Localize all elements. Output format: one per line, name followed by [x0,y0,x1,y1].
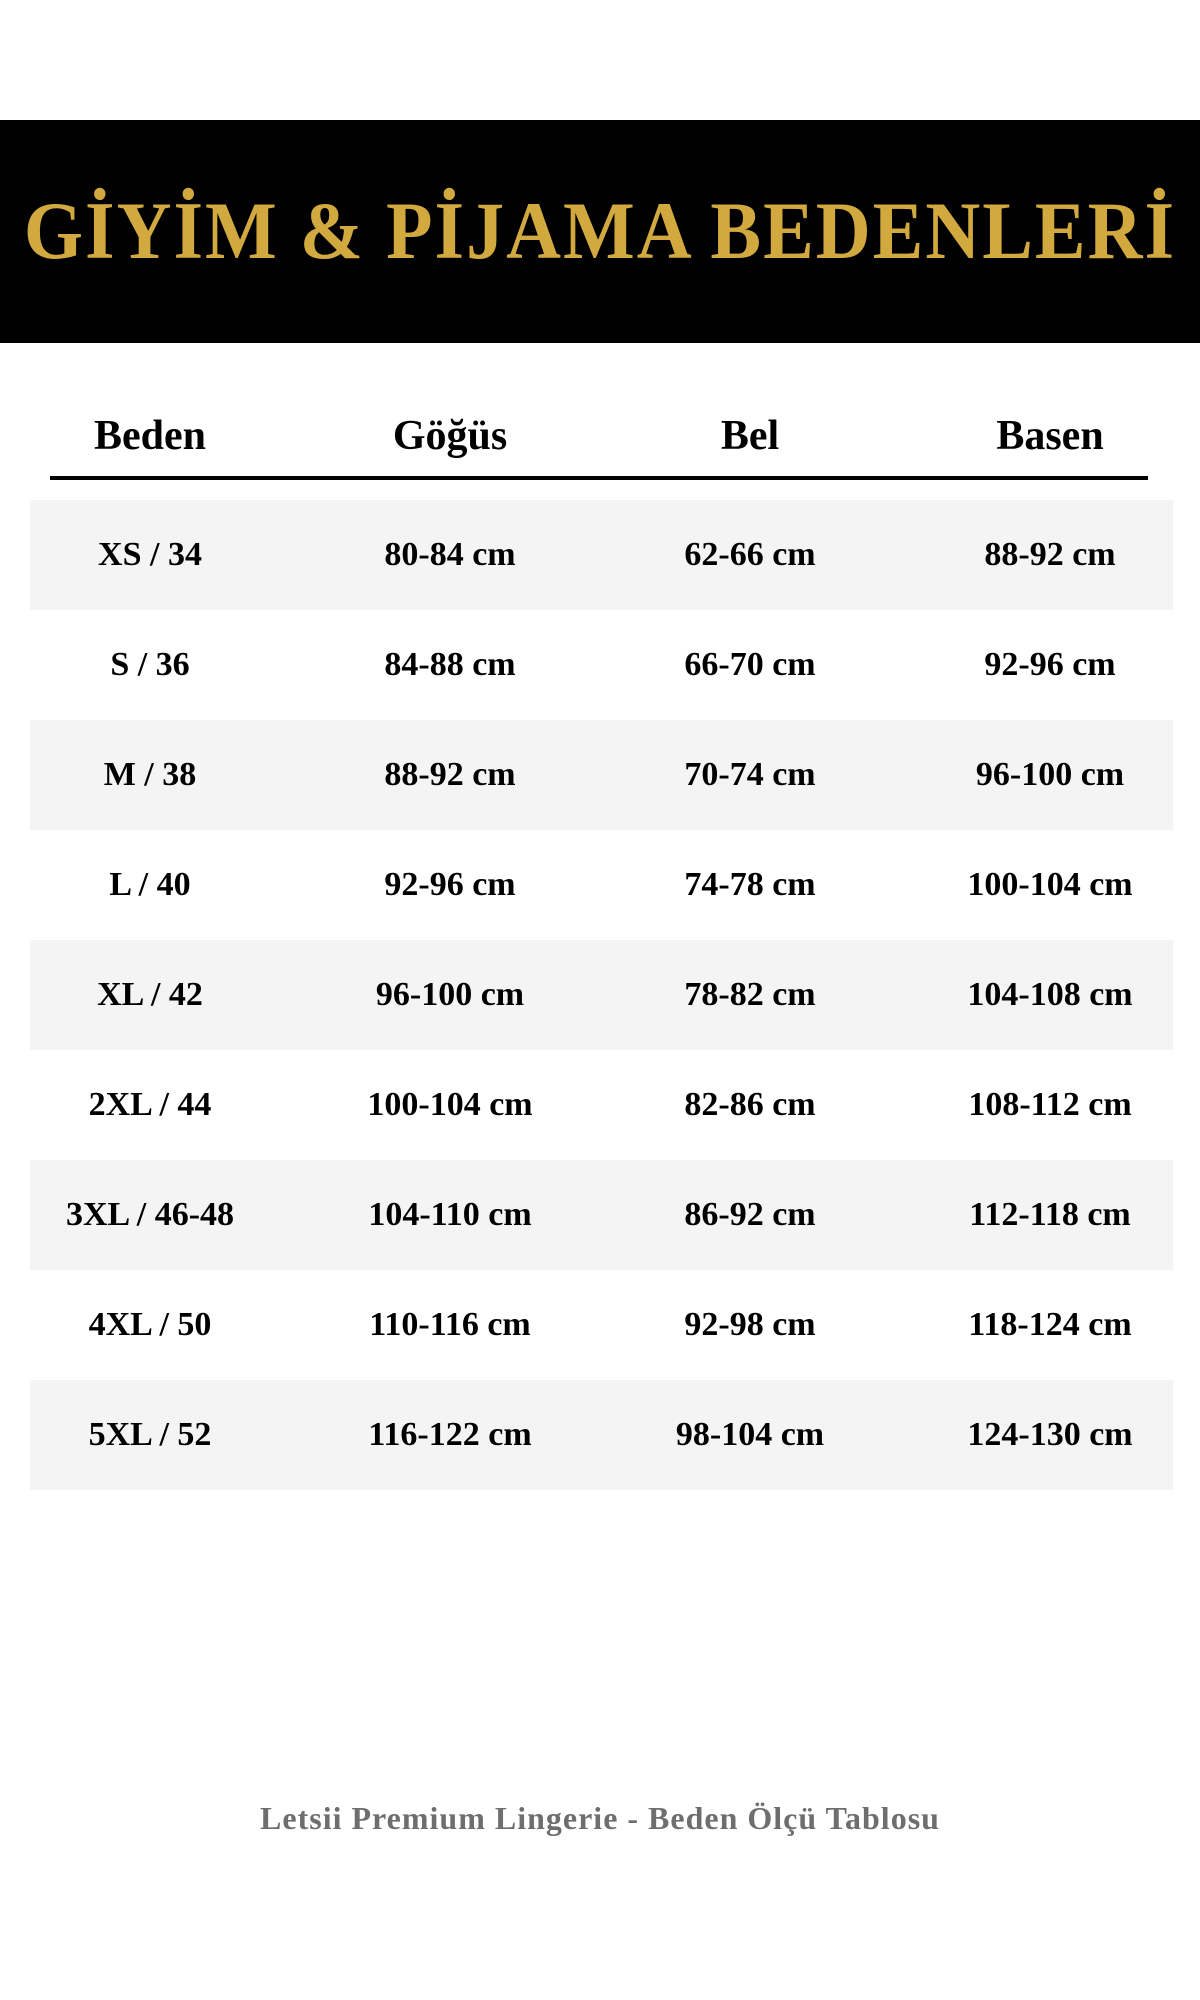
chest-cell: 116-122 cm [368,1416,532,1453]
hips-cell: 88-92 cm [984,536,1116,573]
chest-cell: 88-92 cm [384,756,516,793]
title-banner [0,120,1200,343]
size-cell: 2XL / 44 [88,1086,212,1123]
hips-cell: 112-118 cm [969,1196,1131,1233]
page-title: GİYİM & PİJAMA BEDENLERİ [23,185,1177,277]
hips-cell: 104-108 cm [967,976,1133,1013]
waist-cell: 92-98 cm [684,1306,816,1343]
waist-cell: 74-78 cm [684,866,816,903]
chest-cell: 92-96 cm [384,866,516,903]
footer-caption: Letsii Premium Lingerie - Beden Ölçü Tablosu [260,1800,940,1836]
size-cell: S / 36 [110,646,190,683]
size-cell: XS / 34 [98,536,202,573]
table-row [0,610,1200,720]
column-header-waist: Bel [720,413,780,459]
size-cell: XL / 42 [97,976,203,1013]
waist-cell: 66-70 cm [684,646,816,683]
table-row [0,720,1200,830]
table-row [0,1050,1200,1160]
waist-cell: 62-66 cm [684,536,816,573]
size-cell: M / 38 [103,756,197,793]
hips-cell: 92-96 cm [984,646,1116,683]
column-header-hips: Basen [996,413,1104,459]
chest-cell: 96-100 cm [375,976,525,1013]
size-table-body [0,500,1200,1490]
size-cell: L / 40 [109,866,191,903]
size-cell: 4XL / 50 [88,1306,212,1343]
table-row [0,1270,1200,1380]
header-divider-line [50,476,1148,480]
size-cell: 3XL / 46-48 [65,1196,235,1233]
table-row [0,940,1200,1050]
table-row [0,500,1200,610]
waist-cell: 70-74 cm [684,756,816,793]
hips-cell: 124-130 cm [967,1416,1133,1453]
hips-cell: 96-100 cm [975,756,1125,793]
size-cell: 5XL / 52 [88,1416,212,1453]
waist-cell: 98-104 cm [675,1416,825,1453]
column-header-chest: Göğüs [392,413,508,459]
table-row [0,830,1200,940]
table-row [0,1380,1200,1490]
waist-cell: 82-86 cm [684,1086,816,1123]
chest-cell: 110-116 cm [369,1306,531,1343]
hips-cell: 100-104 cm [967,866,1133,903]
column-header-size: Beden [93,413,206,459]
table-header-row [0,406,1200,466]
chest-cell: 84-88 cm [384,646,516,683]
chest-cell: 104-110 cm [368,1196,532,1233]
hips-cell: 108-112 cm [968,1086,1132,1123]
waist-cell: 78-82 cm [684,976,816,1013]
chest-cell: 100-104 cm [367,1086,533,1123]
chest-cell: 80-84 cm [384,536,516,573]
table-row [0,1160,1200,1270]
waist-cell: 86-92 cm [684,1196,816,1233]
hips-cell: 118-124 cm [968,1306,1132,1343]
